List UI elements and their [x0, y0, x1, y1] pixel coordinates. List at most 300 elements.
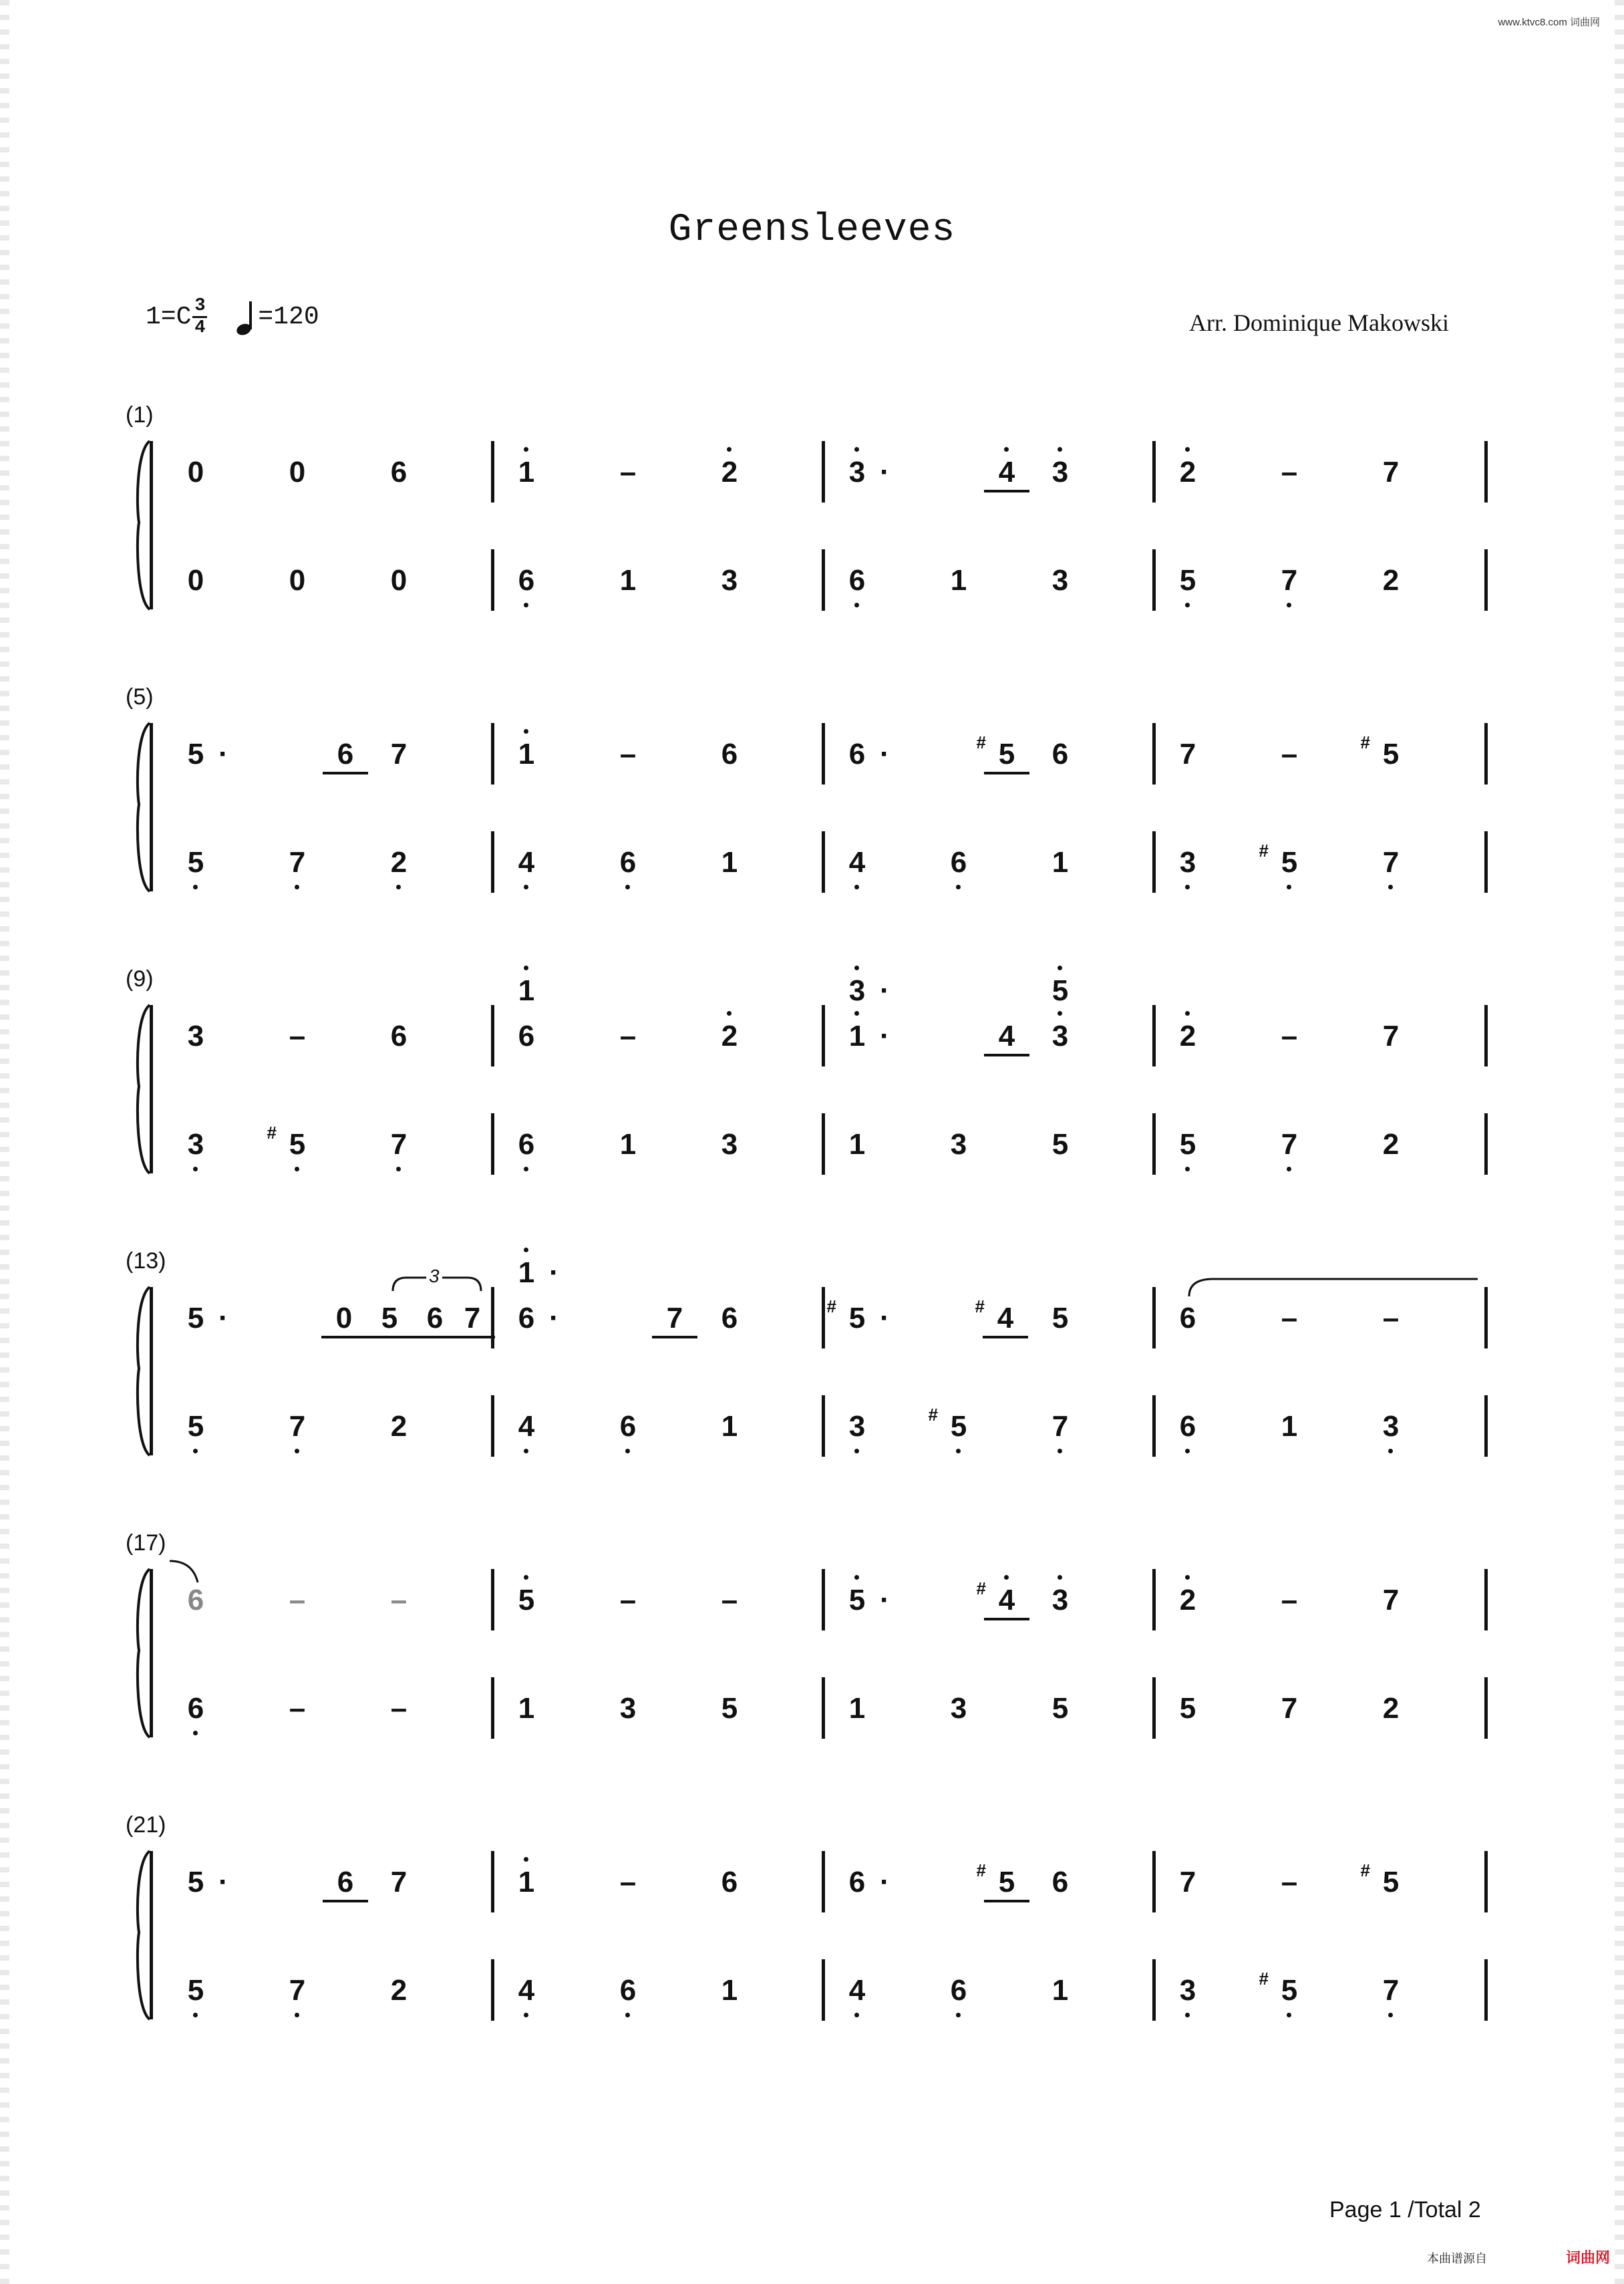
note-digit: 5 [1051, 1128, 1069, 1161]
barline [822, 831, 825, 893]
note-digit: 6 [518, 1302, 535, 1334]
note-digit: 7 [390, 1128, 408, 1161]
note-digit: 1 [1051, 846, 1069, 879]
barline [822, 1113, 825, 1175]
melody-note [1040, 1020, 1080, 1053]
melody-note: 5 # [987, 1866, 1027, 1899]
melody-note [655, 1302, 695, 1335]
melody-note: 5 · [187, 1866, 228, 1898]
note-digit: 7 [1179, 1866, 1196, 1898]
melody-note: 6 · [848, 1866, 890, 1898]
note-digit: 7 [1382, 456, 1400, 488]
note-digit: 6 [619, 1410, 637, 1443]
melody-note: 5 # [1360, 1860, 1400, 1898]
note-digit: 1 [619, 1128, 637, 1161]
note-digit: 6 [1179, 1410, 1196, 1443]
barline [491, 549, 494, 611]
note-digit: 7 [666, 1302, 683, 1334]
note-digit: 0 [390, 564, 408, 597]
accompaniment-note [939, 1974, 979, 2007]
melody-note [709, 1866, 750, 1899]
accompaniment-note [837, 1410, 877, 1443]
system-start-line [150, 1005, 153, 1173]
note-digit: 0 [335, 1302, 353, 1334]
accompaniment-note [837, 564, 877, 597]
note-digit: 1 [518, 1256, 535, 1289]
barline [1484, 1287, 1488, 1348]
accompaniment-note [1168, 1692, 1208, 1725]
note-digit: 0 [187, 456, 204, 488]
note-digit: – [1281, 738, 1298, 770]
note-digit: 2 [390, 1974, 408, 2007]
melody-note: 3 · [837, 456, 877, 489]
melody-note [608, 1020, 648, 1053]
tuplet-number: 3 [426, 1266, 442, 1287]
melody-note [1040, 1866, 1080, 1899]
note-digit: 1 [848, 1020, 866, 1052]
melody-note [379, 738, 419, 771]
barline [1484, 1677, 1488, 1739]
note-digit: 6 [337, 1866, 354, 1898]
note-digit: 5 [187, 846, 204, 879]
note-digit: 7 [1382, 846, 1400, 879]
accompaniment-note [176, 1974, 216, 2007]
note-digit: 6 [390, 456, 408, 488]
melody-note [506, 456, 546, 489]
note-digit: 6 [187, 1692, 204, 1725]
accompaniment-note [277, 1692, 317, 1725]
note-digit: 6 [721, 1302, 738, 1334]
melody-note [325, 738, 365, 771]
note-digit: – [619, 456, 637, 488]
note-digit: – [1281, 1866, 1298, 1898]
accompaniment-note [277, 846, 317, 879]
barline [1484, 1569, 1488, 1630]
note-digit: 3 [187, 1128, 204, 1161]
note-digit: 1 [848, 1692, 866, 1725]
note-digit: 3 [619, 1692, 637, 1725]
accompaniment-note [506, 1410, 546, 1443]
note-digit: 5 [1179, 1692, 1196, 1725]
barline [491, 1851, 494, 1912]
accompaniment-note [1040, 1128, 1080, 1161]
note-digit: – [390, 1584, 408, 1616]
note-digit: 5 [998, 1866, 1015, 1898]
melody-note: 1 · [506, 1256, 546, 1290]
melody-note [1040, 1584, 1080, 1617]
accompaniment-note [1040, 1692, 1080, 1725]
accompaniment-note [608, 1692, 648, 1725]
accompaniment-note [1168, 1974, 1208, 2007]
barline [1484, 723, 1488, 784]
note-digit: 5 [848, 1584, 866, 1616]
note-digit: – [721, 1584, 738, 1616]
note-digit: 3 [848, 456, 866, 488]
accompaniment-note [1040, 564, 1080, 597]
accompaniment-note [506, 564, 546, 597]
note-digit: 3 [1051, 1020, 1069, 1052]
accompaniment-note [1168, 1410, 1208, 1443]
note-digit: 7 [1281, 1692, 1298, 1725]
note-digit: 4 [848, 1974, 866, 2007]
melody-note [1269, 1866, 1309, 1899]
melody-note [506, 974, 546, 1008]
note-digit: 2 [390, 846, 408, 879]
system-label: (13) [126, 1248, 166, 1274]
accompaniment-note [506, 846, 546, 879]
note-digit: 2 [721, 456, 738, 488]
note-digit: – [619, 1584, 637, 1616]
note-digit: 7 [1382, 1020, 1400, 1052]
note-digit: 5 [998, 738, 1015, 770]
note-digit: 5 [1179, 1128, 1196, 1161]
accompaniment-note [709, 1692, 750, 1725]
accompaniment-note [176, 846, 216, 879]
melody-note [987, 456, 1027, 489]
melody-note: 5 · [837, 1584, 877, 1617]
note-digit: 7 [1281, 1128, 1298, 1161]
melody-note [709, 1584, 750, 1617]
note-digit: 5 [187, 1410, 204, 1443]
accompaniment-note [608, 1128, 648, 1161]
accompaniment-note [837, 1128, 877, 1161]
note-digit: 1 [518, 974, 535, 1007]
melody-note [1040, 456, 1080, 489]
note-digit: 7 [1179, 738, 1196, 770]
accompaniment-note [277, 1410, 317, 1443]
note-digit: 7 [1382, 1974, 1400, 2007]
melody-note: 4 # [987, 1584, 1027, 1617]
note-digit: 3 [1051, 564, 1069, 597]
melody-note: 6 · [848, 738, 890, 770]
melody-note [1269, 738, 1309, 771]
note-digit: 2 [390, 1410, 408, 1443]
accompaniment-note [939, 846, 979, 879]
note-digit: 7 [1051, 1410, 1069, 1443]
accompaniment-note [176, 1410, 216, 1443]
left-margin-strip [0, 0, 9, 2284]
note-digit: 5 [187, 1866, 204, 1898]
note-digit: 3 [950, 1692, 967, 1725]
accompaniment-note [709, 1128, 750, 1161]
accompaniment-note [1269, 1410, 1309, 1443]
barline [822, 1395, 825, 1457]
note-digit: 2 [1179, 1020, 1196, 1052]
barline [1152, 1851, 1156, 1912]
accompaniment-note [1168, 846, 1208, 879]
note-digit: – [289, 1020, 306, 1052]
accompaniment-note [176, 1692, 216, 1725]
melody-note [324, 1302, 364, 1335]
note-digit: – [1281, 1020, 1298, 1052]
note-digit: 6 [619, 1974, 637, 2007]
accompaniment-note [709, 564, 750, 597]
barline [491, 831, 494, 893]
note-digit: 0 [289, 456, 306, 488]
note-digit: 5 [187, 1302, 204, 1334]
accompaniment-note [1371, 1410, 1411, 1443]
system-label: (9) [126, 966, 154, 992]
note-digit: 5 [721, 1692, 738, 1725]
barline [1152, 441, 1156, 503]
note-digit: 5 [848, 1302, 866, 1334]
accompaniment-note [176, 1128, 216, 1161]
accompaniment-note [1040, 1974, 1080, 2007]
accompaniment-note [506, 1974, 546, 2007]
system-start-line [150, 1851, 153, 2019]
quarter-note-icon [235, 299, 258, 336]
barline [1484, 1851, 1488, 1912]
note-digit: 7 [289, 1974, 306, 2007]
note-digit: 1 [721, 846, 738, 879]
accompaniment-note [1040, 846, 1080, 879]
note-digit: 3 [721, 1128, 738, 1161]
melody-note [1371, 1584, 1411, 1617]
melody-note [608, 1584, 648, 1617]
accompaniment-note [1269, 1692, 1309, 1725]
accompaniment-note [379, 1974, 419, 2007]
accompaniment-note [506, 1692, 546, 1725]
accompaniment-note [608, 1974, 648, 2007]
melody-note [1269, 1020, 1309, 1053]
barline [1152, 831, 1156, 893]
barline [1484, 1113, 1488, 1175]
barline [1152, 1005, 1156, 1066]
barline [1484, 549, 1488, 611]
time-signature: $\frac{3}{4}$ [192, 297, 207, 337]
accompaniment-note [709, 846, 750, 879]
site-logo[interactable]: 词曲网 [1566, 2250, 1611, 2267]
note-digit: 4 [998, 1584, 1015, 1616]
melody-note [608, 456, 648, 489]
note-digit: – [1281, 1584, 1298, 1616]
note-digit: 6 [337, 738, 354, 770]
note-digit: 3 [1051, 456, 1069, 488]
note-digit: 4 [997, 1302, 1014, 1334]
note-digit: 6 [721, 738, 738, 770]
accompaniment-note [608, 1410, 648, 1443]
tempo-value: =120 [258, 303, 319, 331]
melody-note: 1 · [837, 1020, 877, 1053]
note-digit: 3 [1382, 1410, 1400, 1443]
note-digit: 1 [1051, 1974, 1069, 2007]
note-digit: 5 [950, 1410, 967, 1443]
barline [822, 1677, 825, 1739]
note-digit: 1 [950, 564, 967, 597]
note-digit: 7 [289, 1410, 306, 1443]
note-digit: 6 [518, 1020, 535, 1052]
note-digit: 5 [187, 1974, 204, 2007]
accompaniment-note: 5 # [1269, 1974, 1309, 2007]
melody-note [709, 1302, 750, 1335]
note-digit: 1 [721, 1974, 738, 2007]
accompaniment-note: 5 # [1269, 846, 1309, 879]
melody-note: 5 · [187, 738, 228, 770]
note-digit: 3 [1179, 846, 1196, 879]
melody-note [415, 1302, 455, 1335]
tie-arc [1186, 1272, 1480, 1299]
note-digit: – [289, 1584, 306, 1616]
system-label: (1) [126, 402, 154, 428]
barline [822, 441, 825, 503]
system-start-line [150, 441, 153, 609]
barline [491, 1395, 494, 1457]
melody-note [379, 1866, 419, 1899]
melody-note [452, 1302, 492, 1335]
note-digit: 5 [187, 738, 204, 770]
barline [1152, 1287, 1156, 1348]
accompaniment-note [939, 1128, 979, 1161]
accompaniment-note [1269, 1128, 1309, 1161]
barline [822, 549, 825, 611]
melody-note [709, 738, 750, 771]
barline [1152, 549, 1156, 611]
note-digit: 6 [721, 1866, 738, 1898]
note-digit: 7 [390, 738, 408, 770]
note-digit: 0 [187, 564, 204, 597]
accompaniment-note [506, 1128, 546, 1161]
barline [822, 1569, 825, 1630]
note-digit: 6 [848, 564, 866, 597]
barline [822, 723, 825, 784]
site-url[interactable]: www.ktvc8.com 词曲网 [1498, 17, 1600, 28]
melody-note: 5 # [987, 738, 1027, 771]
barline [822, 1287, 825, 1348]
barline [1484, 1959, 1488, 2021]
barline [491, 1569, 494, 1630]
note-digit: 7 [289, 846, 306, 879]
tie-arc-continued [168, 1556, 208, 1589]
note-digit: 5 [381, 1302, 398, 1334]
melody-note [709, 1020, 750, 1053]
melody-note [1040, 738, 1080, 771]
note-digit: 6 [619, 846, 637, 879]
melody-note [608, 738, 648, 771]
note-digit: 1 [848, 1128, 866, 1161]
accompaniment-note [379, 846, 419, 879]
note-digit: 4 [518, 1974, 535, 2007]
note-digit: 5 [1281, 846, 1298, 879]
accompaniment-note [379, 1128, 419, 1161]
note-digit: 4 [998, 456, 1015, 488]
barline [491, 441, 494, 503]
accompaniment-note [1371, 846, 1411, 879]
note-digit: 5 [289, 1128, 306, 1161]
accompaniment-note [379, 1410, 419, 1443]
note-digit: 4 [518, 1410, 535, 1443]
melody-note [277, 1584, 317, 1617]
note-digit: 5 [1179, 564, 1196, 597]
melody-note [506, 1584, 546, 1617]
note-digit: 1 [518, 456, 535, 488]
note-digit: – [1281, 1302, 1298, 1334]
barline [1152, 1395, 1156, 1457]
note-digit: – [619, 1020, 637, 1052]
melody-note [506, 1020, 546, 1053]
barline [1152, 1569, 1156, 1630]
note-digit: 3 [1051, 1584, 1069, 1616]
melody-note [1371, 1020, 1411, 1053]
note-digit: 5 [1281, 1974, 1298, 2007]
note-digit: 7 [1382, 1584, 1400, 1616]
system-start-line [150, 723, 153, 891]
melody-note [1168, 456, 1208, 489]
note-digit: 3 [721, 564, 738, 597]
melody-note [379, 456, 419, 489]
melody-note [1168, 1584, 1208, 1617]
note-digit: 7 [390, 1866, 408, 1898]
melody-note [1371, 456, 1411, 489]
accompaniment-note [709, 1410, 750, 1443]
melody-note [709, 456, 750, 489]
accompaniment-note [1168, 564, 1208, 597]
melody-note [277, 456, 317, 489]
melody-note [176, 456, 216, 489]
arranger: Arr. Dominique Makowski [1189, 309, 1449, 336]
note-digit: 3 [187, 1020, 204, 1052]
accompaniment-note [939, 564, 979, 597]
note-digit: 6 [1051, 1866, 1069, 1898]
note-digit: – [619, 1866, 637, 1898]
barline [491, 1113, 494, 1175]
accompaniment-note [1040, 1410, 1080, 1443]
accompaniment-note [379, 564, 419, 597]
accompaniment-note [939, 1692, 979, 1725]
melody-note [1269, 456, 1309, 489]
melody-note: 5 · [187, 1302, 228, 1334]
melody-note: 6 · [518, 1302, 559, 1334]
note-digit: – [619, 738, 637, 770]
melody-note [1040, 974, 1080, 1008]
melody-note [176, 1020, 216, 1053]
note-digit: 1 [721, 1410, 738, 1443]
melody-note [379, 1020, 419, 1053]
melody-note [1168, 1866, 1208, 1899]
melody-note [379, 1584, 419, 1617]
note-digit: 5 [518, 1584, 535, 1616]
accompaniment-note [277, 1974, 317, 2007]
accompaniment-note [1269, 564, 1309, 597]
barline [822, 1005, 825, 1066]
system-label: (17) [126, 1530, 166, 1556]
note-digit: – [1382, 1302, 1400, 1334]
barline [1484, 1395, 1488, 1457]
melody-note [1269, 1584, 1309, 1617]
accompaniment-note [608, 564, 648, 597]
note-digit: 6 [950, 1974, 967, 2007]
melody-note [608, 1866, 648, 1899]
note-digit: 2 [1382, 564, 1400, 597]
melody-note [1168, 738, 1208, 771]
source-note: 本曲谱源自 [1427, 2252, 1487, 2266]
melody-note: 5 # [1360, 732, 1400, 770]
accompaniment-note [709, 1974, 750, 2007]
note-digit: 4 [848, 846, 866, 879]
note-digit: 6 [390, 1020, 408, 1052]
melody-note [506, 738, 546, 771]
barline [1484, 441, 1488, 503]
accompaniment-note [277, 564, 317, 597]
note-digit: 6 [848, 738, 866, 770]
melody-note [1040, 1302, 1080, 1335]
accompaniment-note [1371, 1974, 1411, 2007]
accompaniment-note [176, 564, 216, 597]
score-title: Greensleeves [668, 208, 956, 252]
note-digit: 6 [1179, 1302, 1196, 1334]
melody-note [369, 1302, 410, 1335]
note-digit: – [390, 1692, 408, 1725]
right-margin-strip [1615, 0, 1624, 2284]
